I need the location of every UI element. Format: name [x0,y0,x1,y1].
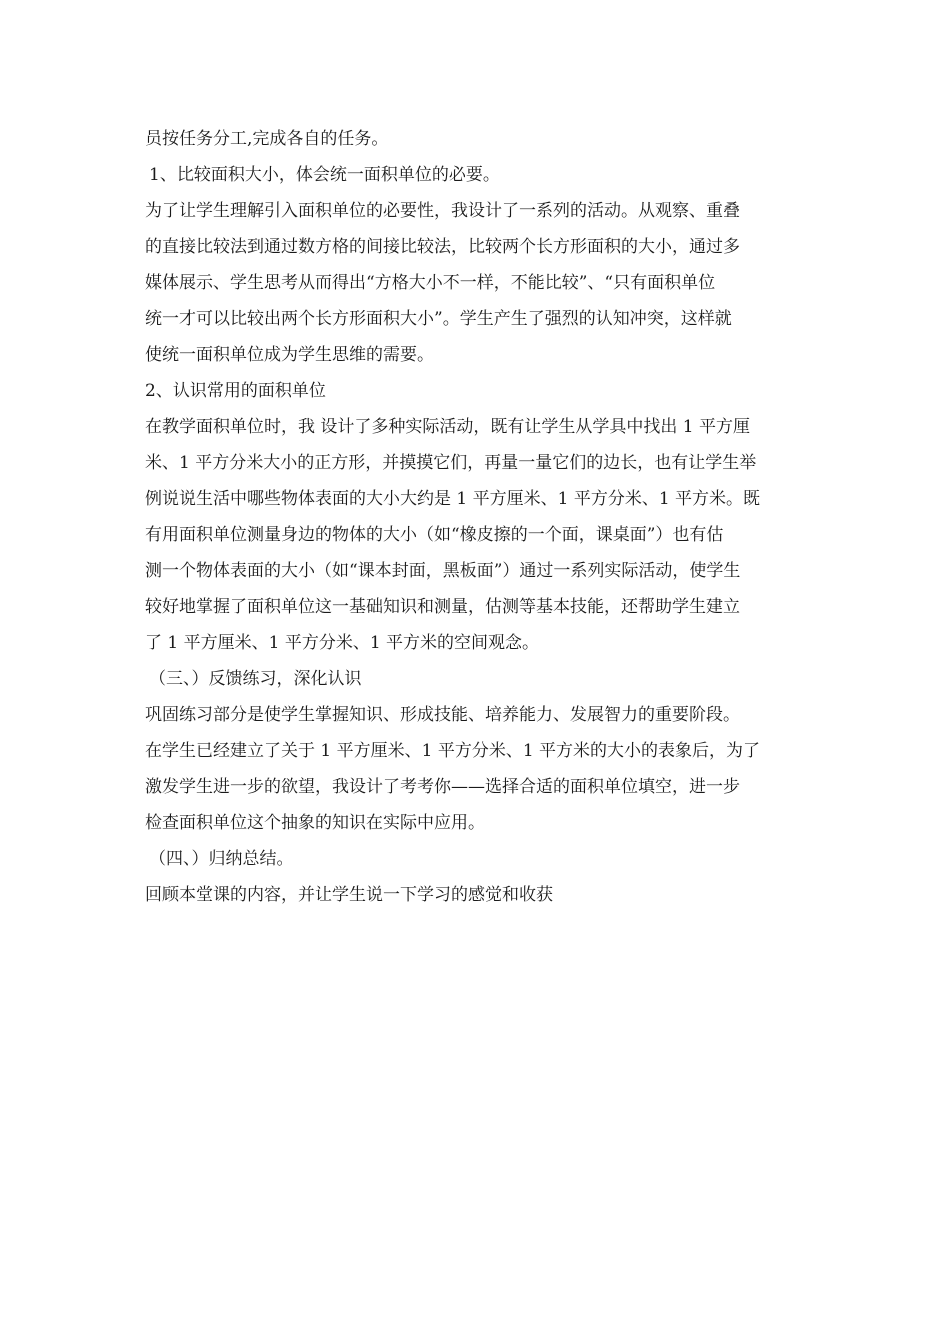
paragraph-line: 统一才可以比较出两个长方形面积大小”。学生产生了强烈的认知冲突，这样就 [145,309,732,329]
paragraph-line: 为了让学生理解引入面积单位的必要性，我设计了一系列的活动。从观察、重叠 [145,201,740,221]
document-body [145,121,810,913]
paragraph-line: 测一个物体表面的大小（如“课本封面，黑板面”）通过一系列实际活动，使学生 [145,561,741,581]
paragraph-line: 在学生已经建立了关于 1 平方厘米、1 平方分米、1 平方米的大小的表象后，为了 [145,741,761,761]
paragraph-line: 员按任务分工,完成各自的任务。 [145,129,389,149]
paragraph-line: 米、1 平方分米大小的正方形，并摸摸它们，再量一量它们的边长，也有让学生举 [145,453,757,473]
paragraph-line: 例说说生活中哪些物体表面的大小大约是 1 平方厘米、1 平方分米、1 平方米。既 [145,489,761,509]
paragraph-line: 了 1 平方厘米、1 平方分米、1 平方米的空间观念。 [145,633,540,653]
paragraph-line: 检查面积单位这个抽象的知识在实际中应用。 [145,813,485,833]
section-heading-4: （四、）归纳总结。 [149,849,294,869]
paragraph-line: 媒体展示、学生思考从而得出“方格大小不一样，不能比较”、“只有面积单位 [145,273,716,293]
section-heading-2: 2、认识常用的面积单位 [145,381,326,401]
paragraph-line: 巩固练习部分是使学生掌握知识、形成技能、培养能力、发展智力的重要阶段。 [145,705,740,725]
paragraph-line: 回顾本堂课的内容，并让学生说一下学习的感觉和收获 [145,885,553,905]
section-heading-3: （三、）反馈练习，深化认识 [149,669,362,689]
paragraph-line: 使统一面积单位成为学生思维的需要。 [145,345,434,365]
paragraph-line: 较好地掌握了面积单位这一基础知识和测量，估测等基本技能，还帮助学生建立 [145,597,740,617]
paragraph-line: 激发学生进一步的欲望，我设计了考考你——选择合适的面积单位填空，进一步 [145,777,740,797]
section-heading-1: 1、比较面积大小，体会统一面积单位的必要。 [149,165,500,185]
paragraph-line: 的直接比较法到通过数方格的间接比较法，比较两个长方形面积的大小，通过多 [145,237,740,257]
paragraph-line: 在教学面积单位时，我 设计了多种实际活动，既有让学生从学具中找出 1 平方厘 [145,417,751,437]
paragraph-line: 有用面积单位测量身边的物体的大小（如“橡皮擦的一个面，课桌面”）也有估 [145,525,724,545]
